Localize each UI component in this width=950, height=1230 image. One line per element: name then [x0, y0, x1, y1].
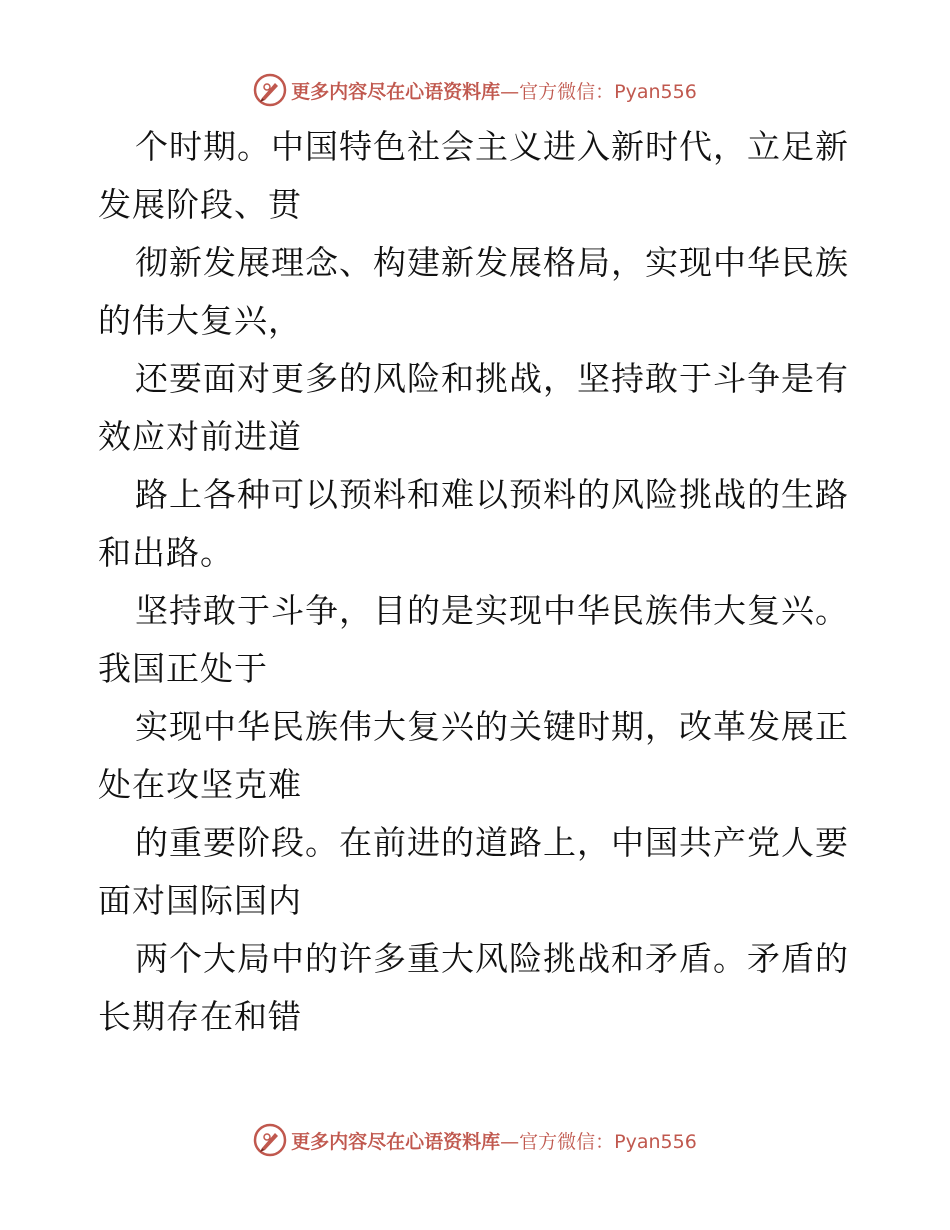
body-line: 坚持敢于斗争，目的是实现中华民族伟大复兴。 [135, 591, 849, 630]
body-line: 实现中华民族伟大复兴的关键时期，改革发展正 [135, 707, 849, 746]
footer-separator: — [500, 1130, 520, 1153]
body-line: 面对国际国内 [98, 881, 302, 920]
header-banner [0, 70, 950, 110]
pen-logo-icon [253, 73, 287, 107]
body-line: 的重要阶段。在前进的道路上，中国共产党人要 [135, 823, 849, 862]
body-line: 彻新发展理念、构建新发展格局，实现中华民族 [135, 243, 849, 282]
body-line: 效应对前进道 [98, 417, 302, 456]
pen-logo-icon [253, 1123, 287, 1157]
footer-banner [0, 1120, 950, 1160]
body-line: 个时期。中国特色社会主义进入新时代，立足新 [135, 127, 849, 166]
header-separator: — [500, 80, 520, 103]
header-brand-label: 更多内容尽在心语资料库 [291, 80, 501, 103]
body-line: 路上各种可以预料和难以预料的风险挑战的生路 [135, 475, 849, 514]
body-line: 长期存在和错 [98, 997, 302, 1036]
footer-brand-text [291, 1127, 697, 1154]
body-line: 还要面对更多的风险和挑战，坚持敢于斗争是有 [135, 359, 849, 398]
body-line: 我国正处于 [98, 649, 268, 688]
body-line: 发展阶段、贯 [98, 185, 302, 224]
document-body [98, 118, 858, 1046]
body-line: 处在攻坚克难 [98, 765, 302, 804]
footer-contact: 官方微信：Pyan556 [519, 1130, 697, 1153]
header-brand-text [291, 77, 697, 104]
footer-brand-label: 更多内容尽在心语资料库 [291, 1130, 501, 1153]
body-line: 和出路。 [98, 533, 234, 572]
body-line: 两个大局中的许多重大风险挑战和矛盾。矛盾的 [135, 939, 849, 978]
body-line: 的伟大复兴， [98, 301, 302, 340]
header-contact: 官方微信：Pyan556 [519, 80, 697, 103]
